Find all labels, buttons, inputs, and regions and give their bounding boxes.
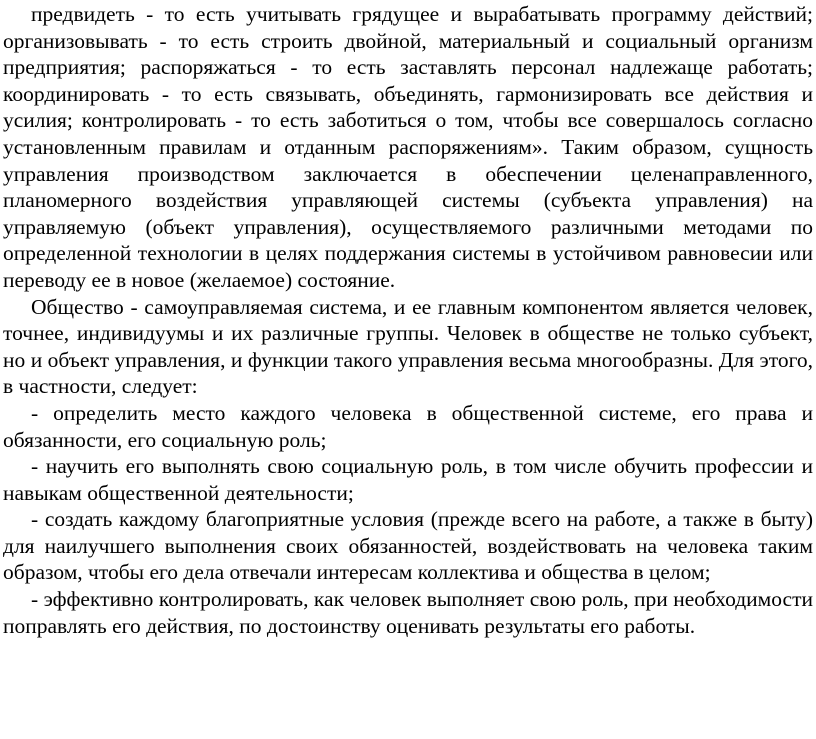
paragraph-society-system: Общество - самоуправляемая система, и ее главным компонентом является человек, точнее, индивидуумы и их различные группы. Человек в обществе не только субъект, но и объект управления, и функции такого управления весьма многообразны. Для этого, в частности, следует: [3, 294, 813, 399]
paragraph-management-definition: предвидеть - то есть учитывать грядущее и вырабатывать программу действий; организовывать - то есть строить двойной, материальный и социальный организм предприятия; распоряжаться - то есть заставлять персонал надлежаще работать; координировать - то есть связывать, объединять, гармонизировать все действия и усилия; контролировать - то есть заботиться о том, чтобы все совершалось согласно установленным правилам и отданным распоряжениям». Таким образом, сущность управления производством заключается в обеспечении целенаправленного, планомерного воздействия управляющей системы (субъекта управления) на управляемую (объект управления), осуществляемого различными методами по определенной технологии в целях поддержания системы в устойчивом равновесии или переводу ее в новое (желаемое) состояние. [3, 2, 813, 292]
list-item-control: - эффективно контролировать, как человек выполняет свою роль, при необходимости поправлять его действия, по достоинству оценивать результаты его работы. [3, 587, 813, 638]
list-item-define-role: - определить место каждого человека в общественной системе, его права и обязанности, его социальную роль; [3, 400, 813, 452]
list-item-create-conditions: - создать каждому благоприятные условия (прежде всего на работе, а также в быту) для наилучшего выполнения своих обязанностей, воздействовать на человека таким образом, чтобы его дела отвечали интересам коллектива и общества в целом; [3, 507, 813, 585]
list-item-teach-role: - научить его выполнять свою социальную роль, в том числе обучить профессии и навыкам общественной деятельности; [3, 454, 813, 505]
